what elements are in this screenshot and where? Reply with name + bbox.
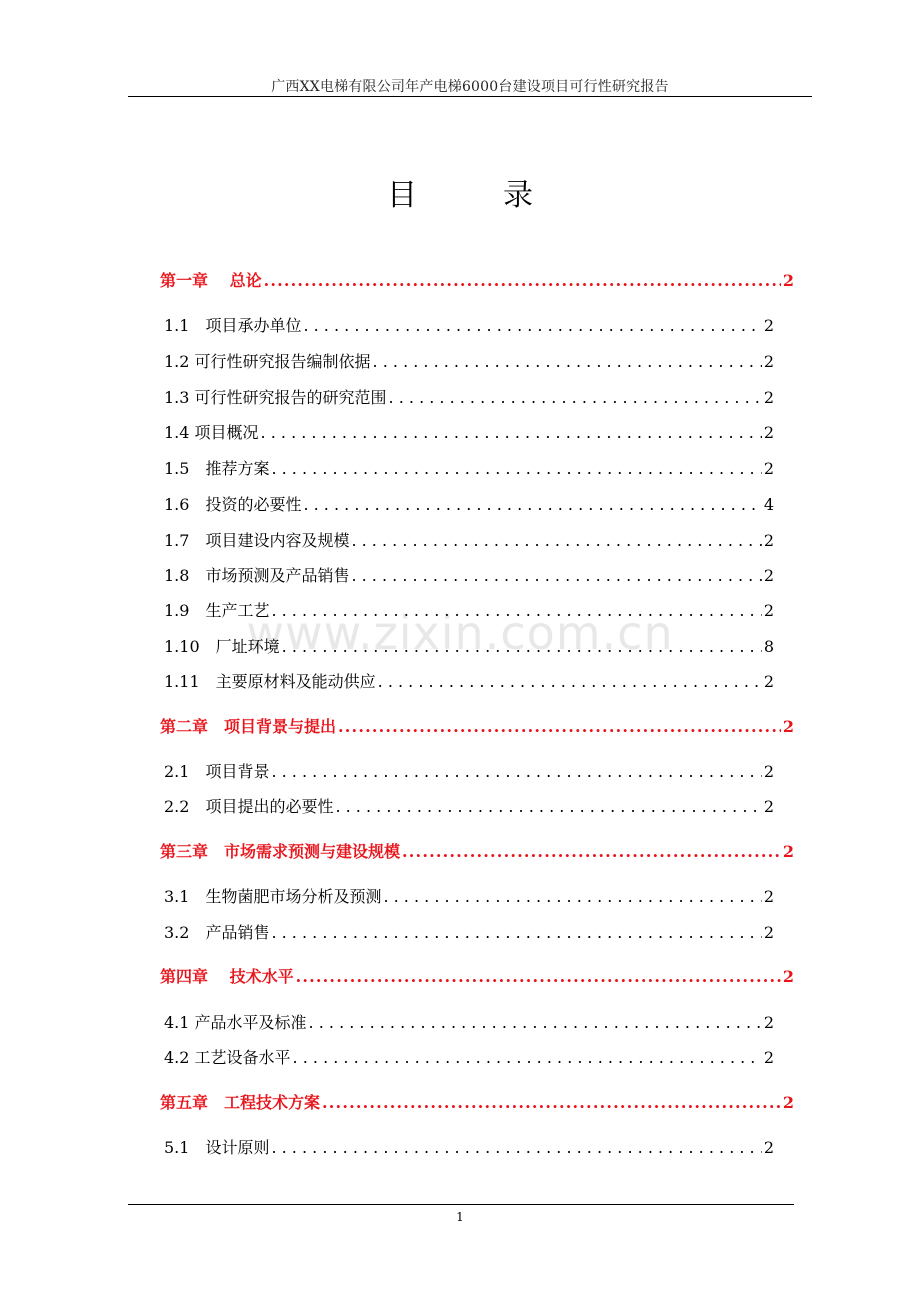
toc-entry-page: 2 [782, 842, 794, 861]
toc-section-entry[interactable] [164, 1010, 774, 1033]
toc-dot-leader [402, 842, 781, 861]
toc-section-entry[interactable] [164, 349, 774, 372]
toc-dot-leader [338, 717, 781, 736]
toc-entry-label: 1.7 项目建设内容及规模 [164, 531, 350, 550]
toc-dot-leader [351, 531, 761, 550]
toc-dot-leader [271, 762, 761, 781]
toc-entry-label: 1.5 推荐方案 [164, 459, 270, 478]
toc-entry-page: 2 [782, 717, 794, 736]
toc-dot-leader [373, 352, 762, 371]
toc-entry-page: 2 [763, 459, 774, 478]
toc-entry-label: 5.1 设计原则 [164, 1138, 270, 1157]
toc-entry-label: 第一章 总论 [160, 271, 262, 290]
toc-entry-page: 2 [763, 1048, 774, 1067]
toc-entry-label: 1.1 项目承办单位 [164, 316, 302, 335]
toc-dot-leader [271, 923, 761, 942]
toc-entry-page: 2 [763, 762, 774, 781]
toc-section-entry[interactable] [164, 669, 774, 692]
toc-dot-leader [271, 459, 761, 478]
toc-dot-leader [322, 1093, 781, 1112]
toc-dot-leader [303, 316, 761, 335]
toc-dot-leader [378, 672, 762, 691]
toc-entry-page: 2 [763, 672, 774, 691]
toc-entry-page: 2 [763, 388, 774, 407]
toc-entry-page: 2 [782, 1093, 794, 1112]
toc-dot-leader [271, 601, 761, 620]
toc-section-entry[interactable] [164, 1135, 774, 1158]
toc-section-entry[interactable] [164, 385, 774, 408]
toc-entry-page: 2 [763, 887, 774, 906]
toc-dot-leader [335, 797, 761, 816]
toc-section-entry[interactable] [164, 492, 774, 515]
toc-dot-leader [293, 1048, 762, 1067]
toc-section-entry[interactable] [164, 794, 774, 817]
toc-dot-leader [303, 495, 761, 514]
toc-entry-label: 第二章 项目背景与提出 [160, 717, 337, 736]
toc-dot-leader [351, 566, 761, 585]
toc-entry-label: 3.2 产品销售 [164, 923, 270, 942]
watermark: www.zixin.com.cn [246, 606, 674, 660]
toc-entry-label: 第四章 技术水平 [160, 967, 294, 986]
toc-entry-page: 2 [782, 271, 794, 290]
toc-entry-label: 4.2 工艺设备水平 [164, 1048, 291, 1067]
toc-dot-leader [261, 423, 762, 442]
toc-entry-page: 2 [763, 923, 774, 942]
toc-chapter-entry[interactable] [160, 268, 794, 291]
toc-entry-label: 1.10 厂址环境 [164, 637, 280, 656]
toc-entry-label: 1.2 可行性研究报告编制依据 [164, 352, 371, 371]
toc-entry-label: 1.9 生产工艺 [164, 601, 270, 620]
toc-dot-leader [383, 887, 761, 906]
toc-entry-page: 2 [763, 1013, 774, 1032]
toc-section-entry[interactable] [164, 563, 774, 586]
toc-entry-label: 2.2 项目提出的必要性 [164, 797, 334, 816]
toc-entry-page: 8 [763, 637, 774, 656]
toc-entry-page: 2 [782, 967, 794, 986]
toc-entry-page: 2 [763, 316, 774, 335]
toc-chapter-entry[interactable] [160, 714, 794, 737]
toc-entry-label: 1.3 可行性研究报告的研究范围 [164, 388, 387, 407]
toc-entry-label: 1.6 投资的必要性 [164, 495, 302, 514]
toc-entry-label: 1.11 主要原材料及能动供应 [164, 672, 376, 691]
toc-dot-leader [282, 637, 762, 656]
toc-entry-page: 2 [763, 797, 774, 816]
header-rule [128, 96, 812, 97]
toc-section-entry[interactable] [164, 920, 774, 943]
toc-section-entry[interactable] [164, 759, 774, 782]
running-header: 广西XX电梯有限公司年产电梯6000台建设项目可行性研究报告 [271, 79, 669, 95]
toc-section-entry[interactable] [164, 528, 774, 551]
toc-entry-page: 2 [763, 423, 774, 442]
toc-dot-leader [296, 967, 781, 986]
toc-entry-page: 2 [763, 566, 774, 585]
toc-section-entry[interactable] [164, 598, 774, 621]
footer-rule [128, 1204, 794, 1205]
toc-entry-page: 2 [763, 1138, 774, 1157]
toc-title-char-1: 目 [387, 178, 417, 213]
toc-entry-label: 第三章 市场需求预测与建设规模 [160, 842, 401, 861]
toc-entry-label: 2.1 项目背景 [164, 762, 270, 781]
toc-title-char-2: 录 [503, 178, 533, 213]
toc-title [0, 170, 920, 214]
toc-entry-page: 2 [763, 352, 774, 371]
toc-entry-label: 4.1 产品水平及标准 [164, 1013, 307, 1032]
toc-section-entry[interactable] [164, 884, 774, 907]
toc-entry-label: 3.1 生物菌肥市场分析及预测 [164, 887, 382, 906]
page-number: 1 [456, 1210, 464, 1224]
toc-dot-leader [309, 1013, 762, 1032]
toc-entry-page: 4 [763, 495, 774, 514]
toc-section-entry[interactable] [164, 456, 774, 479]
toc-chapter-entry[interactable] [160, 839, 794, 862]
toc-entry-label: 1.8 市场预测及产品销售 [164, 566, 350, 585]
toc-entry-label: 第五章 工程技术方案 [160, 1093, 321, 1112]
toc-chapter-entry[interactable] [160, 964, 794, 987]
toc-dot-leader [271, 1138, 761, 1157]
toc-dot-leader [389, 388, 762, 407]
toc-section-entry[interactable] [164, 420, 774, 443]
toc-dot-leader [264, 271, 781, 290]
toc-section-entry[interactable] [164, 313, 774, 336]
toc-chapter-entry[interactable] [160, 1090, 794, 1113]
toc-entry-label: 1.4 项目概况 [164, 423, 259, 442]
toc-entry-page: 2 [763, 531, 774, 550]
toc-section-entry[interactable] [164, 1045, 774, 1068]
toc-section-entry[interactable] [164, 634, 774, 657]
toc-entry-page: 2 [763, 601, 774, 620]
